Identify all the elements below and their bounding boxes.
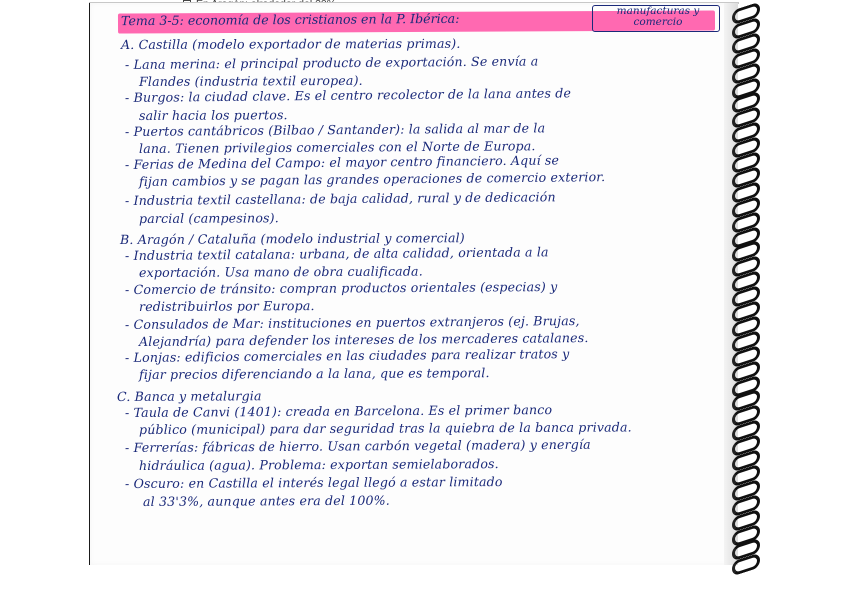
spiral-binding-icon bbox=[732, 6, 760, 578]
note-line: redistribuirlos por Europa. bbox=[138, 298, 315, 314]
note-line: lana. Tienen privilegios comerciales con el Norte de Europa. bbox=[138, 138, 536, 156]
note-line: fijar precios diferenciando a la lana, que es temporal. bbox=[138, 365, 490, 382]
note-line: - Consulados de Mar: instituciones en puertos extranjeros (ej. Brujas, bbox=[124, 313, 580, 332]
note-line: hidráulica (agua). Problema: exportan semielaborados. bbox=[138, 456, 499, 473]
note-line: - Lana merina: el principal producto de exportación. Se envía a bbox=[124, 53, 539, 72]
note-line: Alejandría) para defender los intereses de los mercaderes catalanes. bbox=[138, 330, 589, 349]
section-heading-banca: C. Banca y metalurgia bbox=[116, 388, 262, 404]
note-line: - Taula de Canvi (1401): creada en Barcelona. Es el primer banco bbox=[124, 402, 553, 420]
note-line: - Burgos: la ciudad clave. Es el centro recolector de la lana antes de bbox=[124, 85, 572, 105]
note-line: salir hacia los puertos. bbox=[138, 107, 288, 123]
note-line: - Ferrerías: fábricas de hierro. Usan carbón vegetal (madera) y energía bbox=[124, 436, 591, 455]
note-line: - Industria textil castellana: de baja calidad, rural y de dedicación bbox=[124, 189, 556, 208]
note-line: al 33'3%, aunque antes era del 100%. bbox=[142, 492, 390, 509]
note-line: - Comercio de tránsito: compran productos orientales (especias) y bbox=[124, 278, 558, 297]
note-line: - Lonjas: edificios comerciales en las ciudades para realizar tratos y bbox=[124, 346, 570, 365]
note-line: - Puertos cantábricos (Bilbao / Santander): la salida al mar de la bbox=[124, 120, 546, 139]
note-line: Flandes (industria textil europea). bbox=[138, 72, 363, 89]
note-line: parcial (campesinos). bbox=[138, 210, 279, 226]
page-title-extra: manufacturas y comercio bbox=[616, 5, 700, 28]
section-heading-aragon: B. Aragón / Cataluña (modelo industrial y comercial) bbox=[119, 230, 465, 247]
note-line: - Oscuro: en Castilla el interés legal llegó a estar limitado bbox=[124, 474, 503, 491]
page-title: Tema 3-5: economía de los cristianos en la P. Ibérica: bbox=[120, 10, 460, 29]
note-line: público (municipal) para dar seguridad tras la quiebra de la banca privada. bbox=[138, 419, 632, 437]
note-line: - Industria textil catalana: urbana, de alta calidad, orientada a la bbox=[124, 244, 549, 263]
note-line: - Ferias de Medina del Campo: el mayor centro financiero. Aquí se bbox=[124, 152, 560, 172]
section-heading-castilla: A. Castilla (modelo exportador de materias primas). bbox=[120, 35, 461, 52]
note-line: exportación. Usa mano de obra cualificada. bbox=[138, 263, 423, 280]
note-line: fijan cambios y se pagan las grandes operaciones de comercio exterior. bbox=[138, 169, 606, 189]
